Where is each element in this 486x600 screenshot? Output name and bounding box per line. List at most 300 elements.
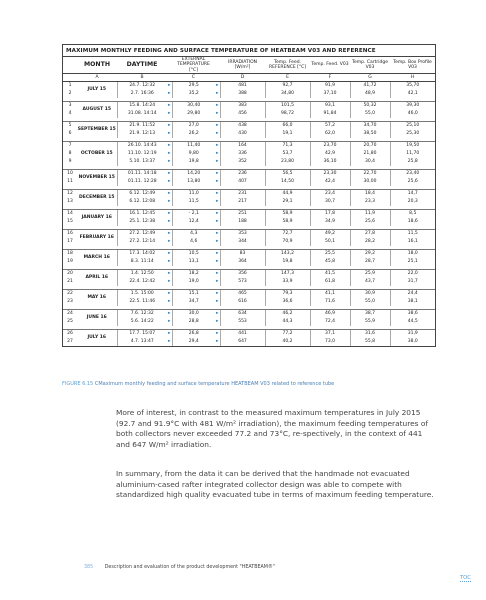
header-irradiation: IRRADIATION [W/m²] — [220, 57, 265, 74]
cell-box: 23,40 — [390, 170, 435, 179]
cell-cart: 50,32 — [350, 102, 390, 111]
cell-box: 20,3 — [390, 198, 435, 206]
cell-box: 22,0 — [390, 270, 435, 279]
table-row — [63, 278, 435, 286]
arrow-marker-icon: ▸ — [216, 123, 219, 129]
month-label: MARCH 16 — [77, 250, 117, 267]
header-ext-temp: EXTERNAL TEMPERATURE [°C] — [172, 57, 215, 74]
cell-daytime: 22.5. 11:46 — [117, 298, 167, 306]
cell-ref: 44,9 — [265, 190, 310, 199]
cell-v03: 37,1 — [310, 330, 350, 339]
row-number: 8 — [68, 151, 72, 157]
cell-ext: 30,40 — [172, 102, 215, 111]
arrow-marker-icon: ▸ — [216, 319, 219, 325]
table-row — [63, 158, 435, 166]
cell-ref: 46,2 — [265, 310, 310, 319]
row-number: 25 — [67, 319, 73, 325]
table-body — [63, 82, 435, 347]
cell-cart: 25,6 — [350, 218, 390, 226]
month-label: JULY 15 — [77, 82, 117, 99]
cell-ref: 36,6 — [265, 298, 310, 306]
table-row — [63, 318, 435, 326]
row-number: 11 — [67, 179, 73, 185]
cell-ext: 30,0 — [172, 310, 215, 319]
table-row — [63, 250, 435, 259]
cell-box: 11,5 — [390, 230, 435, 239]
page-footer — [84, 565, 275, 570]
cell-v03: 41,1 — [310, 290, 350, 299]
cell-ext: - 2,1 — [172, 210, 215, 219]
row-number: 13 — [67, 199, 73, 205]
cell-ref: 71,3 — [265, 142, 310, 151]
arrow-marker-icon: ▸ — [216, 339, 219, 345]
cell-v03: 42,9 — [310, 150, 350, 158]
arrow-marker-icon: ▸ — [216, 279, 219, 285]
arrow-marker-icon: ▸ — [216, 239, 219, 245]
arrow-marker-icon: ▸ — [216, 91, 219, 97]
cell-box: 42,1 — [390, 90, 435, 98]
row-number: 15 — [67, 219, 73, 225]
cell-cart: 55,8 — [350, 338, 390, 346]
cell-daytime: 1.4. 12:50 — [117, 270, 167, 279]
cell-irr: 188 — [220, 218, 265, 226]
cell-cart: 41,72 — [350, 82, 390, 91]
cell-ref: 19,8 — [265, 258, 310, 266]
cell-box: 31,7 — [390, 278, 435, 286]
cell-ref: 58,9 — [265, 218, 310, 226]
month-label: JUNE 16 — [77, 310, 117, 327]
arrow-marker-icon: ▸ — [216, 103, 219, 109]
cell-box: 35,70 — [390, 82, 435, 91]
table-row — [63, 150, 435, 158]
data-table — [63, 57, 435, 346]
table-row — [63, 338, 435, 346]
cell-irr: 344 — [220, 238, 265, 246]
figure-caption — [62, 381, 442, 387]
arrow-marker-icon: ▸ — [168, 171, 171, 177]
table-row — [63, 170, 435, 179]
cell-v03: 23,70 — [310, 142, 350, 151]
cell-box: 39,30 — [390, 102, 435, 111]
arrow-marker-icon: ▸ — [216, 291, 219, 297]
arrow-marker-icon: ▸ — [168, 239, 171, 245]
cell-ext: 26,2 — [172, 130, 215, 138]
cell-ref: 72,7 — [265, 230, 310, 239]
cell-irr: 364 — [220, 258, 265, 266]
cell-irr: 481 — [220, 82, 265, 91]
cell-cart: 38,7 — [350, 310, 390, 319]
cell-ext: 29,4 — [172, 338, 215, 346]
cell-box: 25,10 — [390, 122, 435, 131]
arrow-marker-icon: ▸ — [216, 311, 219, 317]
caption-text: CMaximum monthly feeding and surface temperature HEATBEAM V03 related to reference tube — [94, 381, 335, 387]
cell-ext: 11,0 — [172, 190, 215, 199]
cell-ext: 14,20 — [172, 170, 215, 179]
arrow-marker-icon: ▸ — [216, 151, 219, 157]
table-row — [63, 130, 435, 138]
row-number: 23 — [67, 299, 73, 305]
table-row — [63, 270, 435, 279]
cell-ext: 34,7 — [172, 298, 215, 306]
cell-ref: 44,3 — [265, 318, 310, 326]
arrow-marker-icon: ▸ — [168, 123, 171, 129]
table-row — [63, 142, 435, 151]
table-row — [63, 298, 435, 306]
cell-ref: 40,2 — [265, 338, 310, 346]
table-row — [63, 330, 435, 339]
row-number: 21 — [67, 279, 73, 285]
arrow-marker-icon: ▸ — [216, 171, 219, 177]
cell-ref: 34,80 — [265, 90, 310, 98]
row-number: 20 — [63, 270, 77, 279]
table-row — [63, 290, 435, 299]
cell-box: 19,50 — [390, 142, 435, 151]
arrow-marker-icon: ▸ — [216, 231, 219, 237]
col-letter: D — [220, 74, 265, 82]
arrow-marker-icon: ▸ — [216, 83, 219, 89]
arrow-marker-icon: ▸ — [216, 211, 219, 217]
cell-box: 46,0 — [390, 110, 435, 118]
arrow-marker-icon: ▸ — [168, 279, 171, 285]
cell-ref: 56,5 — [265, 170, 310, 179]
cell-irr: 647 — [220, 338, 265, 346]
cell-ref: 70,9 — [265, 238, 310, 246]
cell-v03: 62,0 — [310, 130, 350, 138]
cell-v03: 23,4 — [310, 190, 350, 199]
month-label: MAY 16 — [77, 290, 117, 307]
cell-irr: 553 — [220, 318, 265, 326]
cell-ext: 12,4 — [172, 218, 215, 226]
cell-daytime: 01.11. 14:18 — [117, 170, 167, 179]
arrow-marker-icon: ▸ — [168, 319, 171, 325]
cell-irr: 573 — [220, 278, 265, 286]
arrow-marker-icon: ▸ — [168, 159, 171, 165]
cell-ref: 77,2 — [265, 330, 310, 339]
header-rownum — [63, 57, 77, 74]
month-label: SEPTEMBER 15 — [77, 122, 117, 139]
cell-v03: 72,4 — [310, 318, 350, 326]
cell-v03: 57,2 — [310, 122, 350, 131]
arrow-marker-icon: ▸ — [216, 143, 219, 149]
arrow-marker-icon: ▸ — [168, 231, 171, 237]
table-row — [63, 82, 435, 91]
arrow-marker-icon: ▸ — [168, 179, 171, 185]
table-row — [63, 122, 435, 131]
row-number: 9 — [68, 159, 72, 165]
month-label: DECEMBER 15 — [77, 190, 117, 207]
cell-daytime: 22.4. 12:42 — [117, 278, 167, 286]
cell-irr: 634 — [220, 310, 265, 319]
row-number: 3 — [63, 102, 77, 111]
cell-cart: 22,70 — [350, 170, 390, 179]
cell-ext: 9,80 — [172, 150, 215, 158]
cell-cart: 55,9 — [350, 318, 390, 326]
cell-ext: 10,5 — [172, 250, 215, 259]
cell-v03: 71,6 — [310, 298, 350, 306]
cell-irr: 616 — [220, 298, 265, 306]
table-row — [63, 238, 435, 246]
month-label: JULY 16 — [77, 330, 117, 347]
cell-v03: 91,9 — [310, 82, 350, 91]
cell-irr: 456 — [220, 110, 265, 118]
cell-irr: 164 — [220, 142, 265, 151]
col-letter: E — [265, 74, 310, 82]
row-number: 17 — [67, 239, 73, 245]
arrow-marker-icon: ▸ — [216, 191, 219, 197]
cell-daytime: 31.08. 14:14 — [117, 110, 167, 118]
cell-cart: 38,50 — [350, 130, 390, 138]
cell-daytime: 26.10. 14:43 — [117, 142, 167, 151]
cell-v03: 42,4 — [310, 178, 350, 186]
cell-box: 31,9 — [390, 330, 435, 339]
cell-ref: 66,0 — [265, 122, 310, 131]
cell-ext: 19,8 — [172, 158, 215, 166]
row-number: 14 — [63, 210, 77, 219]
arrow-marker-icon: ▸ — [216, 199, 219, 205]
table-row — [63, 230, 435, 239]
cell-cart: 48,9 — [350, 90, 390, 98]
cell-box: 11,70 — [390, 150, 435, 158]
cell-ext: 27,0 — [172, 122, 215, 131]
cell-cart: 11,9 — [350, 210, 390, 219]
table-row — [63, 110, 435, 118]
row-number: 5 — [63, 122, 77, 131]
cell-v03: 37,10 — [310, 90, 350, 98]
arrow-marker-icon: ▸ — [168, 271, 171, 277]
arrow-marker-icon: ▸ — [168, 299, 171, 305]
arrow-marker-icon: ▸ — [168, 111, 171, 117]
cell-ext: 29,5 — [172, 82, 215, 91]
arrow-marker-icon: ▸ — [168, 219, 171, 225]
col-letter: F — [310, 74, 350, 82]
cell-cart: 20,70 — [350, 142, 390, 151]
cell-cart: 31,6 — [350, 330, 390, 339]
footer-text: Description and evaluation of the product development "HEATBEAM®" — [104, 565, 275, 570]
row-number: 16 — [63, 230, 77, 239]
cell-daytime: 2.7. 16:36 — [117, 90, 167, 98]
arrow-marker-icon: ▸ — [168, 339, 171, 345]
cell-v03: 73,0 — [310, 338, 350, 346]
cell-cart: 18,4 — [350, 190, 390, 199]
cell-ref: 147,3 — [265, 270, 310, 279]
cell-ref: 79,3 — [265, 290, 310, 299]
cell-ext: 35,2 — [172, 90, 215, 98]
cell-ref: 58,9 — [265, 210, 310, 219]
month-label: NOVEMBER 15 — [77, 170, 117, 187]
arrow-marker-icon: ▸ — [168, 91, 171, 97]
cell-irr: 441 — [220, 330, 265, 339]
cell-v03: 36,10 — [310, 158, 350, 166]
arrow-marker-icon: ▸ — [216, 271, 219, 277]
arrow-marker-icon: ▸ — [168, 311, 171, 317]
cell-box: 18,6 — [390, 218, 435, 226]
cell-ref: 33,9 — [265, 278, 310, 286]
header-feed-v03: Temp. Feed. V03 — [310, 57, 350, 74]
cell-ref: 101,5 — [265, 102, 310, 111]
arrow-marker-icon: ▸ — [168, 259, 171, 265]
month-label: JANUARY 16 — [77, 210, 117, 227]
cell-box: 8,5 — [390, 210, 435, 219]
cell-ext: 11,5 — [172, 198, 215, 206]
row-number: 10 — [63, 170, 77, 179]
arrow-marker-icon: ▸ — [216, 331, 219, 337]
arrow-marker-icon: ▸ — [168, 143, 171, 149]
cell-ext: 4,6 — [172, 238, 215, 246]
col-letter: A — [77, 74, 117, 82]
cell-daytime: 8.3. 11:14 — [117, 258, 167, 266]
header-feed-ref: Temp. Feed. REFERENCE [°C] — [265, 57, 310, 74]
row-number: 26 — [63, 330, 77, 339]
arrow-marker-icon: ▸ — [216, 259, 219, 265]
cell-irr: 438 — [220, 122, 265, 131]
figure-table — [62, 44, 436, 347]
cell-v03: 61,8 — [310, 278, 350, 286]
cell-box: 25,6 — [390, 178, 435, 186]
cell-ext: 29,80 — [172, 110, 215, 118]
row-number: 19 — [67, 259, 73, 265]
cell-ref: 14,50 — [265, 178, 310, 186]
cell-daytime: 24.7. 12:32 — [117, 82, 167, 91]
cell-irr: 356 — [220, 270, 265, 279]
cell-daytime: 21.9. 12:13 — [117, 130, 167, 138]
cell-box: 44,5 — [390, 318, 435, 326]
cell-box: 25,1 — [390, 258, 435, 266]
toc-link[interactable]: TOC — [460, 575, 471, 581]
table-row — [63, 310, 435, 319]
cell-daytime: 15.8. 14:24 — [117, 102, 167, 111]
row-number: 4 — [68, 111, 72, 117]
cell-daytime: 16.1. 12:45 — [117, 210, 167, 219]
row-number: 7 — [63, 142, 77, 151]
cell-box: 25,8 — [390, 158, 435, 166]
cell-ref: 29,1 — [265, 198, 310, 206]
table-row — [63, 210, 435, 219]
cell-daytime: 27.2. 12:14 — [117, 238, 167, 246]
row-number: 6 — [68, 131, 72, 137]
cell-box: 24,4 — [390, 290, 435, 299]
month-label: AUGUST 15 — [77, 102, 117, 119]
arrow-marker-icon: ▸ — [168, 291, 171, 297]
table-row — [63, 198, 435, 206]
cell-v03: 17,8 — [310, 210, 350, 219]
arrow-marker-icon: ▸ — [168, 199, 171, 205]
cell-v03: 93,1 — [310, 102, 350, 111]
cell-v03: 49,2 — [310, 230, 350, 239]
arrow-marker-icon: ▸ — [216, 131, 219, 137]
cell-cart: 21,80 — [350, 150, 390, 158]
cell-irr: 251 — [220, 210, 265, 219]
cell-daytime: 5.6. 14:22 — [117, 318, 167, 326]
cell-daytime: 01.11. 12:28 — [117, 178, 167, 186]
cell-cart: 25,9 — [350, 270, 390, 279]
row-number: 24 — [63, 310, 77, 319]
cell-irr: 430 — [220, 130, 265, 138]
cell-cart: 30,9 — [350, 290, 390, 299]
cell-v03: 25,5 — [310, 250, 350, 259]
cell-irr: 83 — [220, 250, 265, 259]
arrow-marker-icon: ▸ — [168, 151, 171, 157]
arrow-marker-icon: ▸ — [168, 131, 171, 137]
arrow-marker-icon: ▸ — [168, 103, 171, 109]
row-number: 18 — [63, 250, 77, 259]
body-paragraph-1: More of interest, in contrast to the measured maximum temperatures in July 2015 (92.7 and 91.9°C with 481 W/m² irradiation), the maximum feeding temperatures of both collectors never exceeded 77.2 and 73°C, re-spectively, in the context of 441 and 647 W/m² irradiation. — [116, 408, 428, 449]
col-letter: G — [350, 74, 390, 82]
col-letter: C — [172, 74, 215, 82]
cell-irr: 236 — [220, 170, 265, 179]
cell-v03: 50,1 — [310, 238, 350, 246]
cell-ext: 28,8 — [172, 318, 215, 326]
cell-cart: 30,00 — [350, 178, 390, 186]
row-number: 22 — [63, 290, 77, 299]
cell-irr: 388 — [220, 90, 265, 98]
arrow-marker-icon: ▸ — [216, 299, 219, 305]
cell-ref: 92,7 — [265, 82, 310, 91]
body-paragraph-2: In summary, from the data it can be derived that the handmade not evacuated aluminium-cased rafter integrated collector design was able to compete with standardized high quality evacuated tube in terms of maximum feeding temperature. — [116, 469, 434, 499]
header-daytime: DAYTIME — [117, 57, 167, 74]
cell-daytime: 7.6. 12:32 — [117, 310, 167, 319]
cell-v03: 34,9 — [310, 218, 350, 226]
row-number: 27 — [67, 339, 73, 345]
cell-irr: 353 — [220, 230, 265, 239]
cell-box: 18,0 — [390, 250, 435, 259]
caption-label: FIGURE 6.15 — [62, 381, 94, 387]
cell-ref: 23,80 — [265, 158, 310, 166]
table-row — [63, 102, 435, 111]
arrow-marker-icon: ▸ — [216, 219, 219, 225]
row-number: 1 — [63, 82, 77, 91]
cell-box: 38,6 — [390, 310, 435, 319]
arrow-marker-icon: ▸ — [216, 159, 219, 165]
cell-v03: 23,30 — [310, 170, 350, 179]
cell-cart: 28,2 — [350, 238, 390, 246]
cell-box: 25,30 — [390, 130, 435, 138]
cell-ext: 26,8 — [172, 330, 215, 339]
page-number: 385 — [84, 565, 94, 570]
cell-irr: 407 — [220, 178, 265, 186]
cell-daytime: 5.10. 13:37 — [117, 158, 167, 166]
arrow-marker-icon: ▸ — [216, 111, 219, 117]
arrow-marker-icon: ▸ — [168, 211, 171, 217]
cell-ref: 53,7 — [265, 150, 310, 158]
table-row — [63, 190, 435, 199]
cell-v03: 46,9 — [310, 310, 350, 319]
cell-daytime: 17.7. 15:07 — [117, 330, 167, 339]
col-letter: B — [117, 74, 167, 82]
cell-cart: 30,4 — [350, 158, 390, 166]
header-cartridge: Temp. Cartridge V03 — [350, 57, 390, 74]
row-number: 2 — [68, 91, 72, 97]
header-box: Temp. Box Profile V03 — [390, 57, 435, 74]
cell-daytime: 11.10. 12:19 — [117, 150, 167, 158]
figure-title: MAXIMUM MONTHLY FEEDING AND SURFACE TEMPERATURE OF HEATBEAM V03 AND REFERENCE — [63, 45, 435, 57]
cell-box: 38,0 — [390, 338, 435, 346]
header-month: MONTH — [77, 57, 117, 74]
cell-irr: 231 — [220, 190, 265, 199]
cell-cart: 55,0 — [350, 298, 390, 306]
cell-v03: 45,8 — [310, 258, 350, 266]
table-row — [63, 178, 435, 186]
cell-box: 16,1 — [390, 238, 435, 246]
table-row — [63, 90, 435, 98]
cell-ext: 18,2 — [172, 270, 215, 279]
arrow-marker-icon: ▸ — [216, 179, 219, 185]
cell-irr: 217 — [220, 198, 265, 206]
cell-daytime: 27.2. 12:49 — [117, 230, 167, 239]
cell-v03: 91,84 — [310, 110, 350, 118]
cell-cart: 34,70 — [350, 122, 390, 131]
cell-ext: 15,1 — [172, 290, 215, 299]
cell-ref: 98,72 — [265, 110, 310, 118]
